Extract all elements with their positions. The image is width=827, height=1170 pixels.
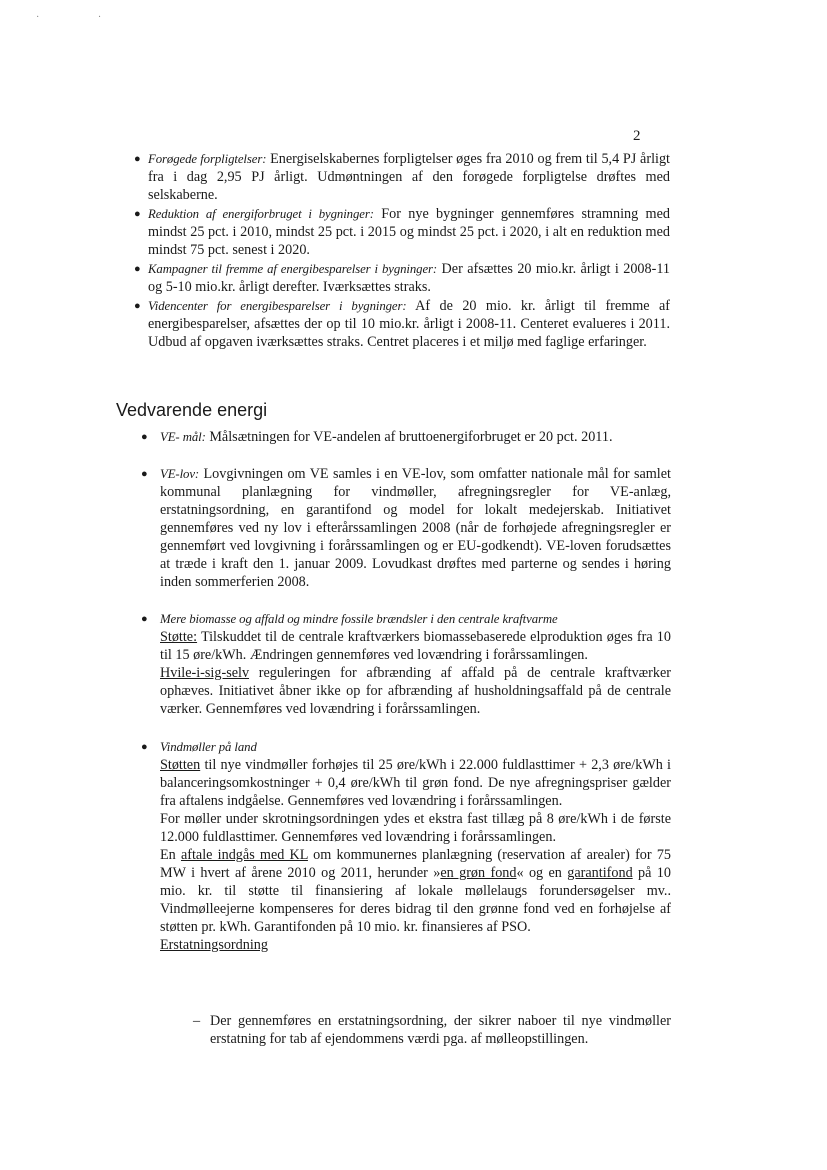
- bullet-text: Energiselskabernes forpligtelser øges fra 2010 og frem til 5,4 PJ årligt fra i dag 2,95 PJ årligt. Udmøntningen af den forøgede forpligtelse drøftes med selskaberne.: [148, 151, 671, 203]
- bullet-icon: ●: [141, 431, 148, 443]
- bullet-title: Forøgede forpligtelser:: [148, 152, 267, 166]
- section-heading: Vedvarende energi: [116, 400, 268, 420]
- erstatning-label: Erstatningsordning: [160, 937, 268, 953]
- scan-dots: · ·: [36, 12, 130, 23]
- page-number: 2: [633, 128, 641, 144]
- hvile-text: reguleringen for afbrænding af affald på de centrale kraftværker ophæves. Initiativet åbner ikke op for afbrænding af husholdningsaffald på de centrale værker. Gennemføres ved lovændring i forårssamlingen.: [160, 665, 671, 717]
- bullet-title: Reduktion af energiforbruget i bygninger:: [148, 207, 374, 221]
- aftale-mid2: « og en: [516, 865, 568, 881]
- bullet-icon: ●: [141, 741, 148, 753]
- bullet-title: VE- mål:: [160, 430, 206, 444]
- garantifond: garantifond: [567, 865, 633, 881]
- bullet-title: Vindmøller på land: [160, 740, 257, 754]
- bullet-text: Der afsættes 20 mio.kr. årligt i 2008-11 og 5-10 mio.kr. årligt derefter. Iværksættes straks.: [148, 261, 670, 295]
- bullet-icon: ●: [134, 208, 141, 220]
- bullet-vindmoeller: [141, 738, 672, 954]
- bullet-title: VE-lov:: [160, 467, 200, 481]
- stoette-text: Tilskuddet til de centrale kraftværkers biomassebaserede elproduktion øges fra 10 til 15 øre/kWh. Ændringen gennemføres ved lovændring i forårssamlingen.: [160, 629, 671, 663]
- bullet-icon: ●: [134, 300, 141, 312]
- bullet-text: Målsætningen for VE-andelen af bruttoenergiforbruget er 20 pct. 2011.: [205, 429, 613, 445]
- aftale-pre: En: [160, 847, 181, 863]
- bullet-ve-lov: [141, 465, 671, 591]
- bullet-videncenter: [134, 297, 670, 351]
- erstatning-text: Der gennemføres en erstatningsordning, der sikrer naboer til nye vindmøller erstatning for tab af ejendommens værdi pga. af mølleopstillingen.: [210, 1013, 671, 1047]
- bullet-title: Mere biomasse og affald og mindre fossile brændsler i den centrale kraftvarme: [160, 612, 558, 626]
- aftale-label: aftale indgås med KL: [180, 847, 308, 863]
- bullet-title: Kampagner til fremme af energibesparelser i bygninger:: [148, 262, 438, 276]
- hvile-label: Hvile-i-sig-selv: [160, 665, 250, 681]
- bullet-kampagner: [134, 260, 670, 296]
- bullet-reduktion: [134, 205, 670, 259]
- aftale-mid: om kommunernes planlægning (reservation af arealer) for 75 MW i hvert af årene 2010 og 2011, herunder »: [160, 847, 672, 881]
- groen-fond: en grøn fond: [440, 865, 517, 881]
- aftale-post: på 10 mio. kr. til støtte til finansiering af lokale møllelaugs forundersøgelser mv.. Vindmølleejerne kompenseres for deres bidrag til den grønne fond ved en forhøjelse af støtten pr. kWh. Garantifonden på 10 mio. kr. finansieres af PSO.: [160, 865, 671, 935]
- bullet-icon: ●: [134, 263, 141, 275]
- bullet-biomasse: [141, 610, 671, 718]
- bullet-text: Lovgivningen om VE samles i en VE-lov, som omfatter nationale mål for samlet kommunal planlægning for vindmøller, afregningsregler for VE-anlæg, erstatningsordning, en garantifond og model for lokalt medejerskab. Initiativet gennemføres ved ny lov i efterårssamlingen 2008 (når de forhøjede afregningsregler er gennemført ved lovgivning i forårssamlingen og er EU-godkendt). VE-loven forudsættes at træde i kraft den 1. januar 2009. Lovudkast drøftes med parterne og sendes i høring inden sommerferien 2008.: [160, 466, 671, 590]
- bullet-forpligtelser: [134, 150, 671, 204]
- bullet-text: For nye bygninger gennemføres stramning med mindst 25 pct. i 2010, mindst 25 pct. i 2015 og mindst 25 pct. i 2020, i alt en reduktion med mindst 75 pct. senest i 2020.: [148, 206, 670, 258]
- dash-icon: –: [193, 1013, 201, 1029]
- bullet-icon: ●: [134, 153, 141, 165]
- stoetten-text: til nye vindmøller forhøjes til 25 øre/kWh i 22.000 fuldlasttimer + 2,3 øre/kWh i balanceringsomkostninger + 0,4 øre/kWh til grøn fond. De nye afregningspriser gælder fra aftalens indgåelse. Gennemføres ved lovændring i forårssamlingen.: [160, 757, 671, 809]
- skrot-paragraph: For møller under skrotningsordningen ydes et ekstra fast tillæg på 8 øre/kWh i de første 12.000 fuldlasttimer. Gennemføres ved lovændring i forårssamlingen.: [160, 811, 671, 845]
- stoetten-label: Støtten: [160, 757, 201, 773]
- bullet-text: Af de 20 mio. kr. årligt til fremme af energibesparelser, afsættes der op til 10 mio.kr. årligt i 2008-11. Centeret evalueres i 2011. Udbud af opgaven iværksættes straks. Centret placeres i et miljø med faglige erfaringer.: [148, 298, 670, 350]
- erstatning-subitem: [193, 1012, 671, 1048]
- bullet-title: Videncenter for energibesparelser i bygninger:: [148, 299, 407, 313]
- bullet-ve-maal: [141, 428, 671, 446]
- bullet-icon: ●: [141, 468, 148, 480]
- bullet-icon: ●: [141, 613, 148, 625]
- stoette-label: Støtte:: [160, 629, 198, 645]
